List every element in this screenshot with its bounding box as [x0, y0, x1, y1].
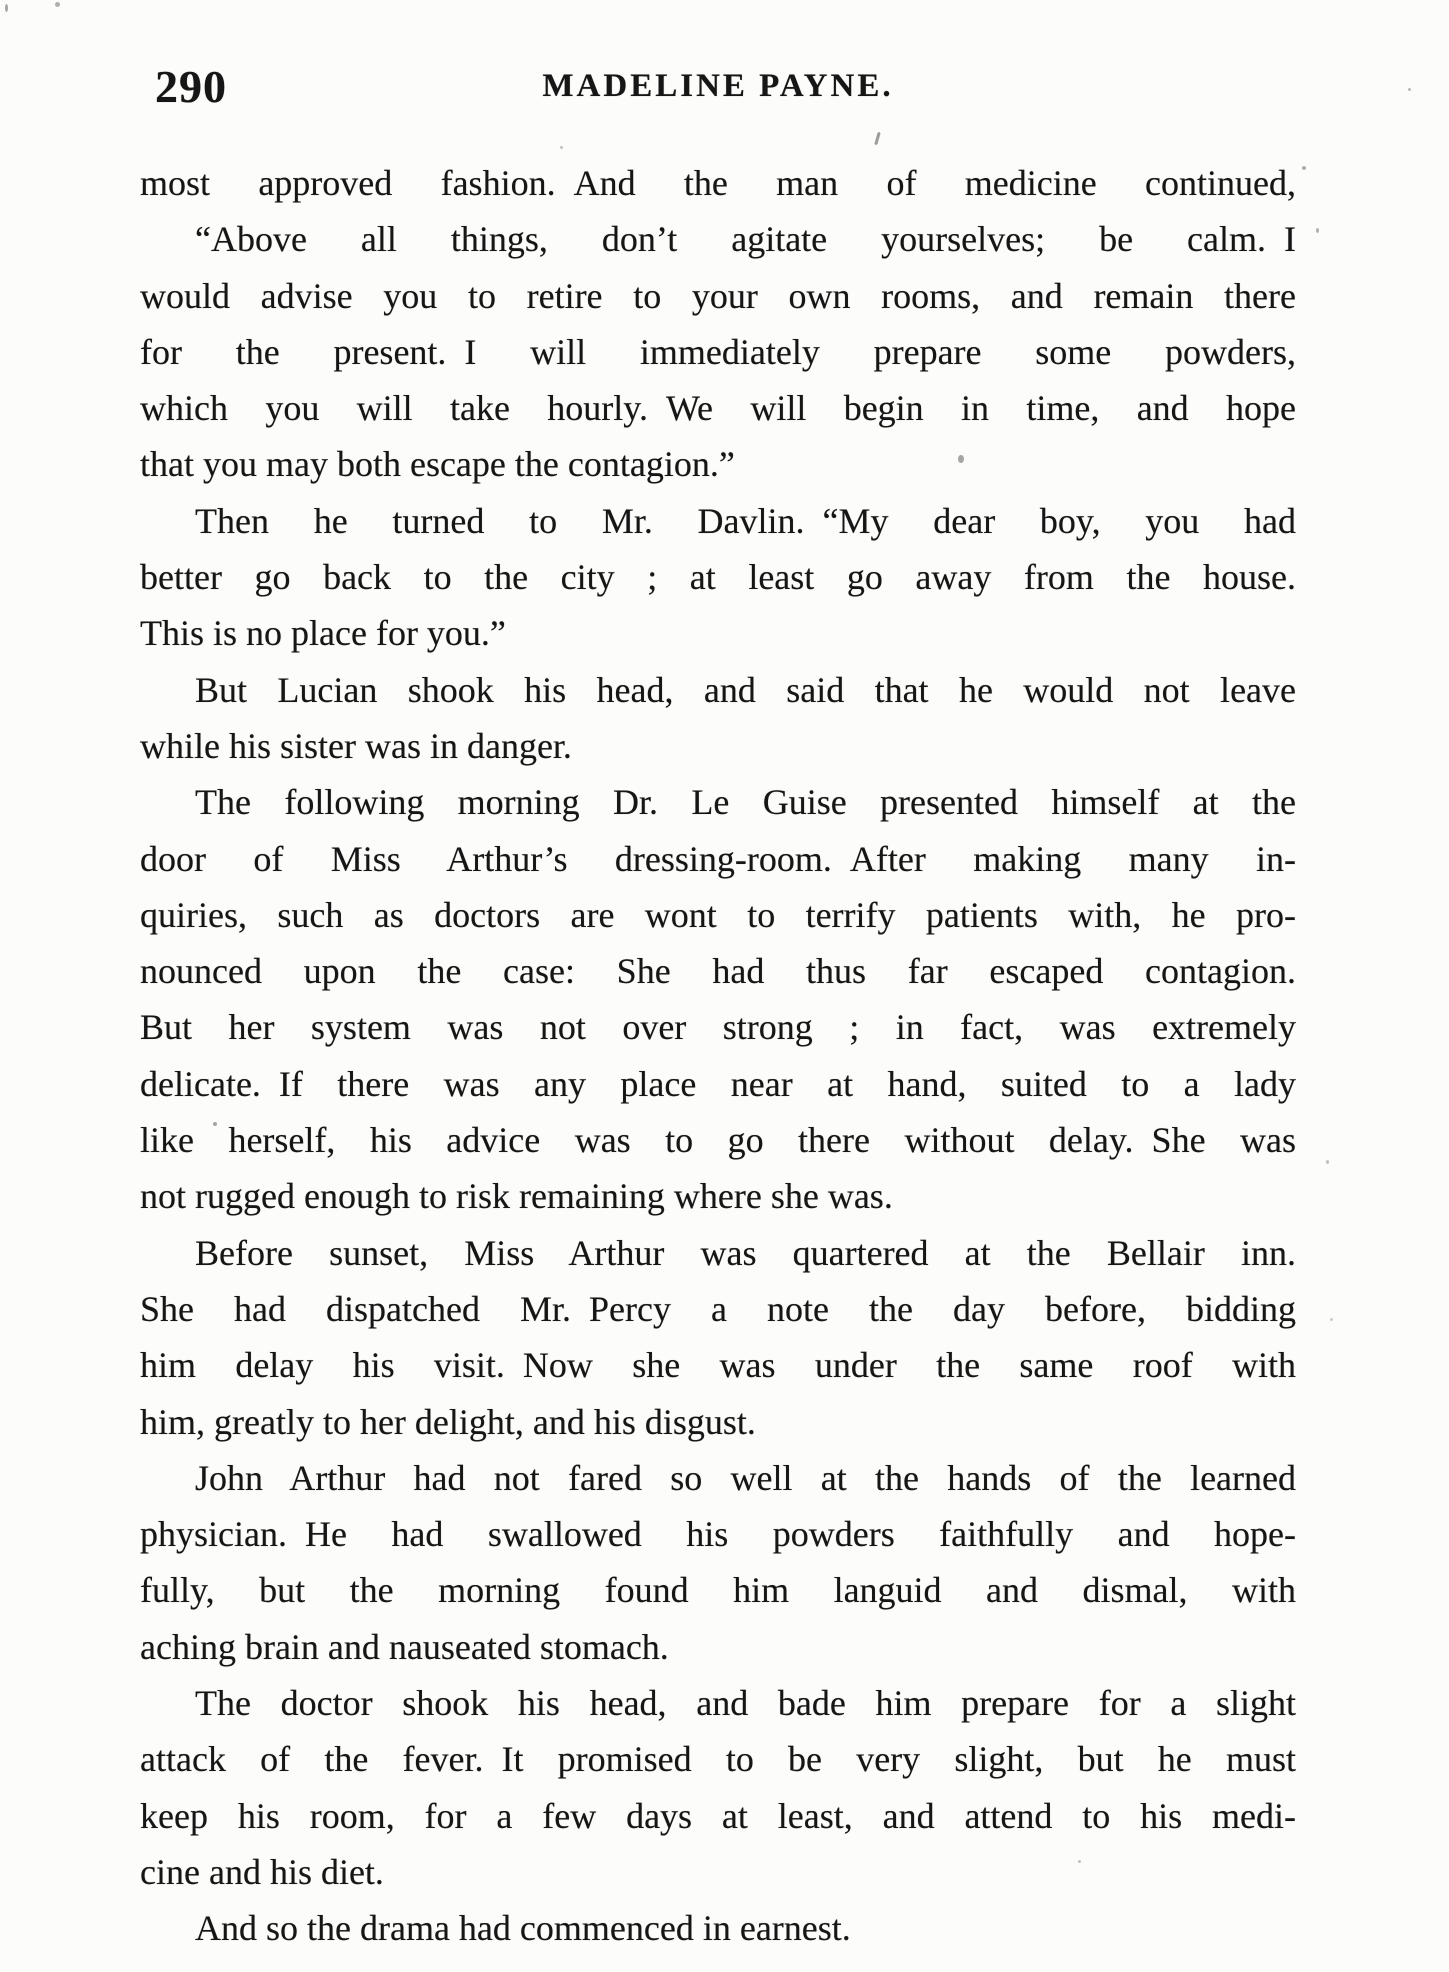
text-line: him, greatly to her delight, and his disgust. [140, 1401, 756, 1442]
text-line: not rugged enough to risk remaining where she was. [140, 1176, 893, 1217]
text-line: quiries, such as doctors are wont to terrify patients with, he pro- [140, 894, 1296, 935]
text-line: like herself, his advice was to go there without delay. She was [140, 1120, 1296, 1161]
page-number: 290 [155, 61, 227, 112]
scan-speck [5, 4, 8, 12]
text-line: keep his room, for a few days at least, and attend to his medi- [140, 1795, 1296, 1836]
scan-speck [1408, 88, 1411, 91]
text-block [140, 155, 1296, 1957]
text-line: But her system was not over strong ; in fact, was extremely [140, 1007, 1296, 1048]
text-line: John Arthur had not fared so well at the hands of the learned [195, 1457, 1296, 1498]
scan-speck [1316, 228, 1319, 233]
running-title: MADELINE PAYNE. [542, 68, 894, 104]
text-line: nounced upon the case: She had thus far escaped contagion. [140, 951, 1296, 992]
text-line: better go back to the city ; at least go away from the house. [140, 557, 1296, 598]
scan-speck [1302, 166, 1306, 170]
text-line: She had dispatched Mr. Percy a note the day before, bidding [140, 1288, 1296, 1329]
text-line: The following morning Dr. Le Guise presented himself at the [195, 782, 1296, 823]
text-line: Before sunset, Miss Arthur was quartered at the Bellair inn. [195, 1232, 1296, 1273]
scan-speck [1078, 1860, 1081, 1863]
scan-speck [1326, 1160, 1329, 1164]
scan-speck [560, 146, 563, 149]
text-line: door of Miss Arthur’s dressing-room. After making many in- [140, 838, 1296, 879]
text-line: physician. He had swallowed his powders faithfully and hope- [140, 1514, 1296, 1555]
text-line: delicate. If there was any place near at hand, suited to a lady [140, 1063, 1296, 1104]
text-line: while his sister was in danger. [140, 725, 572, 766]
text-line: cine and his diet. [140, 1851, 384, 1892]
text-line: This is no place for you.” [140, 613, 506, 654]
text-line: And so the drama had commenced in earnest. [195, 1908, 851, 1949]
scan-speck [958, 455, 964, 463]
scan-speck [55, 2, 60, 7]
text-line: But Lucian shook his head, and said that he would not leave [195, 669, 1296, 710]
text-line: “Above all things, don’t agitate yourselves; be calm. I [195, 219, 1296, 260]
text-line: that you may both escape the contagion.” [140, 444, 735, 485]
text-line: aching brain and nauseated stomach. [140, 1626, 669, 1667]
scan-speck [1330, 1318, 1333, 1321]
text-line: attack of the fever. It promised to be very slight, but he must [140, 1739, 1296, 1780]
text-line: most approved fashion. And the man of medicine continued, [140, 163, 1296, 203]
text-line: would advise you to retire to your own rooms, and remain there [140, 275, 1296, 316]
scan-speck [213, 1122, 217, 1126]
text-line: him delay his visit. Now she was under the same roof with [140, 1345, 1296, 1386]
scan-speck [874, 132, 880, 145]
text-line: which you will take hourly. We will begin in time, and hope [140, 388, 1296, 429]
text-line: Then he turned to Mr. Davlin. “My dear boy, you had [195, 500, 1296, 541]
text-line: fully, but the morning found him languid and dismal, with [140, 1570, 1296, 1611]
text-line: The doctor shook his head, and bade him prepare for a slight [195, 1683, 1296, 1724]
text-line: for the present. I will immediately prepare some powders, [140, 331, 1296, 372]
